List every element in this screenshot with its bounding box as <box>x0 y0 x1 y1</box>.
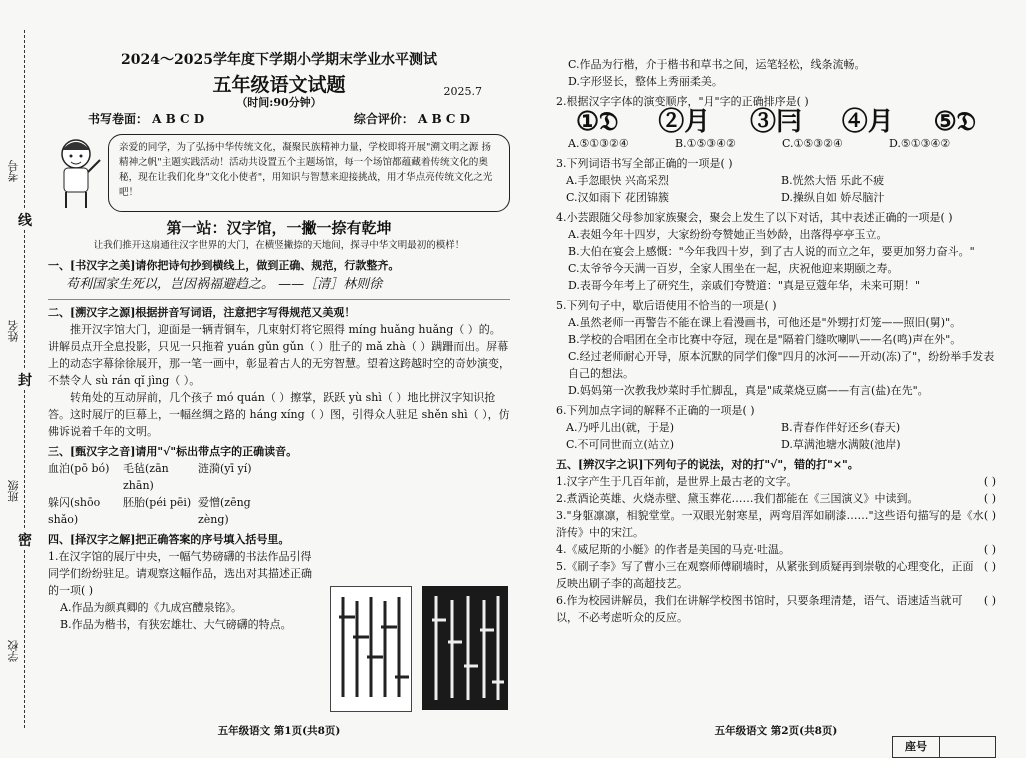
question-3-options <box>556 172 996 206</box>
intro-text: 亲爱的同学，为了弘扬中华传统文化，凝聚民族精神力量，学校即将开展"溯文明之源 扬精神之帆"主题实践活动！活动共设置五个主题场馆，每一个场馆都蕴藏着传统文化的奥秘，现在让我们化身"文化小使者"，用知识与智慧来迎接挑战，用才华点亮传统文化之光吧！ <box>108 134 510 212</box>
calligraphy-image <box>330 586 510 710</box>
answer-paren[interactable]: ( ) <box>983 543 996 556</box>
option[interactable]: A.手忽眼快 兴高采烈 <box>566 174 669 187</box>
seal-mark-feng: 封 <box>18 370 32 390</box>
question-4-1: 1.在汉字馆的展厅中央，一幅气势磅礴的书法作品引得同学们纷纷驻足。请观察这幅作品，选出对其描述正确的一项( ) <box>48 550 312 597</box>
name-label: 姓名 <box>7 320 20 342</box>
option[interactable]: C.太爷爷今天满一百岁，全家人围坐在一起，庆祝他迎来期颐之寿。 <box>568 262 899 275</box>
glyph-1: ①𝔇 <box>575 107 619 137</box>
subject-title-text: 五年级语文试题 <box>212 74 346 96</box>
question-6: 6.下列加点字词的解释不正确的一项是( ) <box>556 404 755 417</box>
option-b: B.作品为楷书，有狭宏雄壮、大气磅礴的特点。 <box>60 618 292 631</box>
option[interactable]: B.青春作伴好还乡(春天) <box>781 421 901 434</box>
option[interactable]: C.不可同世而立(站立) <box>566 438 675 451</box>
option-d: D.字形竖长，整体上秀丽柔美。 <box>568 75 723 88</box>
section-2-paragraph-1: 推开汉字馆大门，迎面是一辆青铜车，几束射灯将它照得 míng huǎng huǎng（ ）的。讲解员点开全息投影，只见一只拖着 yuán gǔn gǔn（ ）肚子的 mǎ zhà（ ）蹒跚而出。屏幕上的动态字幕徐徐展开，那一笔一画中，彰显着古人的无穷智慧。望着这跨越时空的奇妙演变，不禁令人 sù rán qǐ jìng（ ）。 <box>48 323 510 387</box>
pron-item[interactable]: 躲闪(shōo shǎo) <box>48 496 101 526</box>
exam-page-1 <box>48 20 510 740</box>
section-2-paragraph-2: 转角处的互动屏前，几个孩子 mó quán（ ）擦掌，跃跃 yù shì（ ）地比拼汉字知识抢答。这时展厅的巨幕上，一幅丝绸之路的 háng xíng（ ）图，引得众人驻足 shěn shì（ ），仿佛诉说着千年的文明。 <box>48 391 510 438</box>
glyph-5: ⑤𝔇 <box>933 107 977 137</box>
glyph-3: ③冃 <box>749 107 802 137</box>
class-label: 班级 <box>7 480 20 502</box>
judgement-item: ( ) 5.《刷子李》写了曹小三在观察师傅刷墙时，从紧张到质疑再到崇敬的心理变化，正面反映出刷子李的高超技艺。 <box>556 560 996 590</box>
exam-date: 2025.7 <box>443 85 482 98</box>
calligraphy-sample-left <box>330 586 412 712</box>
answer-paren[interactable]: ( ) <box>983 594 996 607</box>
binding-margin <box>0 0 40 758</box>
page-2-footer: 五年级语文 第2页(共8页) <box>714 725 838 737</box>
option[interactable]: B.①⑤③④② <box>675 137 736 150</box>
pron-item[interactable]: 爱憎(zēng zèng) <box>198 496 251 526</box>
option[interactable]: B.学校的合唱团在全市比赛中夺冠，现在是"隔着门缝吹喇叭——名(鸣)声在外"。 <box>568 333 962 346</box>
option[interactable]: A.表姐今年十四岁，大家纷纷夸赞她正当妙龄，出落得亭亭玉立。 <box>568 228 888 241</box>
option[interactable]: B.恍然大悟 乐此不疲 <box>781 174 885 187</box>
seat-number-box <box>892 736 996 758</box>
overall-rating: 综合评价： A B C D <box>353 112 470 126</box>
glyph-4: ④月 <box>841 107 894 137</box>
pron-item[interactable]: 涟漪(yī yí) <box>198 462 252 475</box>
section-4-heading: 四、[择汉字之解]把正确答案的序号填入括号里。 <box>48 533 290 546</box>
exam-number-label: 考号 <box>7 160 20 182</box>
question-4-2: 2.根据汉字字体的演变顺序，"月"字的正确排序是( ) <box>556 95 809 108</box>
pron-item[interactable]: 血泊(pō bó) <box>48 462 110 475</box>
station-title: 第一站：汉字馆，一撇一捺有乾坤 <box>166 219 392 237</box>
section-1-heading: 一、[书汉字之美]请你把诗句抄到横线上，做到正确、规范，行款整齐。 <box>48 259 400 272</box>
option[interactable]: C.经过老师耐心开导，原本沉默的同学们像"四月的冰河——开动(冻)了"，纷纷举手发表自己的想法。 <box>568 350 995 380</box>
station-subtitle: 让我们推开这扇通往汉字世界的大门，在横竖撇捺的天地间，探寻中华文明最初的模样！ <box>93 240 465 251</box>
question-5: 5.下列句子中，歇后语使用不恰当的一项是( ) <box>556 299 777 312</box>
judgement-item: ( ) 2.煮酒论英雄、火烧赤壁、黛玉葬花……我们都能在《三国演义》中读到。 <box>556 492 996 505</box>
judgement-item: ( ) 4.《威尼斯的小艇》的作者是美国的马克·吐温。 <box>556 543 996 556</box>
exam-subject-title <box>48 74 510 98</box>
question-2-options <box>556 135 996 152</box>
page-1-footer: 五年级语文 第1页(共8页) <box>217 725 341 737</box>
exam-page-2 <box>556 20 996 753</box>
divider <box>48 299 510 300</box>
option[interactable]: A.⑤①③②④ <box>568 137 629 150</box>
answer-paren[interactable]: ( ) <box>983 475 996 488</box>
intro-box <box>48 134 510 212</box>
option[interactable]: A.乃呼儿出(就，于是) <box>566 421 675 434</box>
exam-title: 2024～2025学年度下学期小学期末学业水平测试 <box>121 52 437 68</box>
seal-mark-xian: 线 <box>18 210 32 230</box>
seal-mark-mi: 密 <box>18 530 32 550</box>
question-3: 3.下列词语书写全部正确的一项是( ) <box>556 157 733 170</box>
section-2-heading: 二、[溯汉字之源]根据拼音写词语，注意把字写得规范又美观！ <box>48 306 356 319</box>
option[interactable]: D.操纵自如 娇尽脑汁 <box>781 191 885 204</box>
option-c: C.作品为行楷，介于楷书和草书之间，运笔轻松，线条流畅。 <box>568 58 866 71</box>
judgement-item: ( ) 1.汉字产生于几百年前，是世界上最古老的文字。 <box>556 475 996 488</box>
option[interactable]: A.虽然老师一再警告不能在课上看漫画书，可他还是"外甥打灯笼——照旧(舅)"。 <box>568 316 962 329</box>
poem-quote: 苟利国家生死以，岂因祸福避趋之。 ——［清］林则徐 <box>66 277 383 292</box>
question-4: 4.小芸跟随父母参加家族聚会，聚会上发生了以下对话，其中表述正确的一项是( ) <box>556 211 953 224</box>
school-label: 学校 <box>7 640 20 662</box>
rating-row <box>48 111 510 128</box>
question-6-options <box>556 419 996 453</box>
pron-item[interactable]: 毛毡(zān zhān) <box>123 462 169 492</box>
option[interactable]: D.妈妈第一次教我炒菜时手忙脚乱，真是"咸菜烧豆腐——有言(盐)在先"。 <box>568 384 929 397</box>
option[interactable]: D.⑤①③④② <box>889 137 951 150</box>
judgement-item: ( ) 6.作为校园讲解员，我们在讲解学校图书馆时，只要条理清楚，语气、语速适当就可以，不必考虑听众的反应。 <box>556 594 996 624</box>
answer-paren[interactable]: ( ) <box>983 560 996 573</box>
option-a: A.作品为颜真卿的《九成宫醴泉铭》。 <box>60 601 242 614</box>
calligraphy-sample-right <box>422 586 508 710</box>
option[interactable]: D.表哥今年考上了研究生，亲戚们夸赞道："真是豆蔻年华，未来可期！" <box>568 279 921 292</box>
option[interactable]: D.草满池塘水满陂(池岸) <box>781 438 901 451</box>
glyph-evolution <box>556 107 996 137</box>
section-5-heading: 五、[辨汉字之识]下列句子的说法，对的打"√"，错的打"×"。 <box>556 458 859 471</box>
glyph-2: ②月 <box>658 107 711 137</box>
option[interactable]: C.①⑤③②④ <box>782 137 843 150</box>
pronunciation-grid <box>48 460 348 528</box>
judgement-item: ( ) 3."身躯凛凛，相貌堂堂。一双眼光射寒星，两弯眉浑如刷漆……"这些语句描写的是《水浒传》中的宋江。 <box>556 509 996 539</box>
exam-time: （时间:90分钟） <box>236 96 322 109</box>
option[interactable]: B.大伯在宴会上感慨："今年我四十岁，到了古人说的而立之年，要更加努力奋斗。" <box>568 245 975 258</box>
cartoon-student-icon <box>48 134 108 212</box>
pron-item[interactable]: 胚胎(péi pēi) <box>123 496 192 509</box>
section-3-heading: 三、[甄汉字之音]请用"√"标出带点字的正确读音。 <box>48 445 298 458</box>
answer-paren[interactable]: ( ) <box>983 509 996 522</box>
writing-rating: 书写卷面： A B C D <box>88 112 205 126</box>
answer-paren[interactable]: ( ) <box>983 492 996 505</box>
option[interactable]: C.汉如雨下 花团锦簇 <box>566 191 670 204</box>
seat-label: 座号 <box>893 737 940 757</box>
